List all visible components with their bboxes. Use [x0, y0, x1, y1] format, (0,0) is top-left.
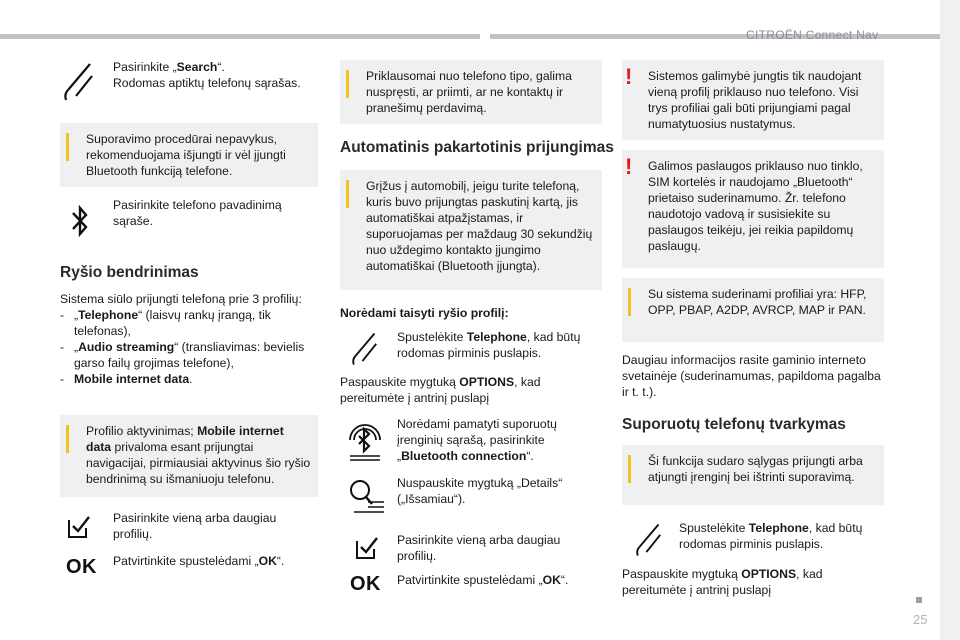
- note-accent: [66, 133, 69, 161]
- note-accent: [66, 425, 69, 453]
- confirm-text: Patvirtinkite spustelėdami „OK“.: [397, 573, 569, 587]
- header-rule-left: [0, 34, 480, 39]
- more-info-text: Daugiau informacijos rasite gaminio interneto svetainėje (suderinamumas, papildoma pagalba ir t. t.).: [622, 353, 881, 399]
- warning-icon: !: [625, 154, 633, 179]
- note-profile-activation: Profilio aktyvinimas; Mobile internet data privaloma esant prijungtai navigacijai, pirmiausiai aktyvinus šio ryšio bendrinimą su išmaniuoju telefonu.: [60, 415, 318, 497]
- tap-icon: [62, 60, 96, 104]
- search-step-text: Pasirinkite „Search“. Rodomas aptiktų telefonų sąrašas.: [113, 60, 301, 90]
- page-sidebar: [940, 0, 960, 640]
- options-text: Paspauskite mygtuką OPTIONS, kad pereitumėte į antrinį puslapį: [622, 567, 823, 597]
- brand-header: CITROËN Connect Nav: [746, 28, 879, 42]
- step-bt-text: Norėdami pamatyti suporuotų įrenginių sąrašą, pasirinkite „Bluetooth connection“.: [397, 417, 557, 463]
- step-telephone-text: Spustelėkite Telephone, kad būtų rodomas pirminis puslapis.: [679, 521, 863, 551]
- note-accent: [346, 180, 349, 208]
- details-icon: [346, 478, 386, 516]
- warning-services: ! Galimos paslaugos priklauso nuo tinklo, SIM kortelės ir naudojamo „Bluetooth“ prietaiso suderinamumo. Žr. telefono naudotojo vadovą ir susisiekite su paslaugos teikėju, jei reikia papildomų paslaugų.: [622, 150, 884, 268]
- ok-icon: OK: [66, 556, 97, 578]
- page-number: 25: [913, 612, 928, 627]
- bluetooth-list-icon: [346, 420, 384, 464]
- note-phone-type: Priklausomai nuo telefono tipo, galima nuspręsti, ar priimti, ar ne kontaktų ir pranešimų perdavimą.: [340, 60, 602, 124]
- note-accent: [346, 70, 349, 98]
- step-telephone-text: Spustelėkite Telephone, kad būtų rodomas pirminis puslapis.: [397, 330, 581, 360]
- confirm-text: Patvirtinkite spustelėdami „OK“.: [113, 554, 285, 568]
- ok-icon: OK: [350, 573, 381, 595]
- profile-list: [60, 307, 318, 387]
- tap-icon: [634, 521, 664, 559]
- note-pairing: Suporavimo procedūrai nepavykus, rekomenduojama išjungti ir vėl įjungti Bluetooth funkciją telefone.: [60, 123, 318, 187]
- checkbox-icon: [354, 535, 380, 561]
- section-title-sharing: Ryšio bendrinimas: [60, 264, 199, 281]
- sharing-intro: Sistema siūlo prijungti telefoną prie 3 profilių:: [60, 292, 302, 306]
- list-item: - „Telephone“ (laisvų rankų įrangą, tik telefonas),: [60, 307, 318, 339]
- note-compatible-profiles: Su sistema suderinami profiliai yra: HFP, OPP, PBAP, A2DP, AVRCP, MAP ir PAN.: [622, 278, 884, 342]
- bluetooth-icon: [70, 203, 90, 239]
- note-manage: Ši funkcija sudaro sąlygas prijungti arba atjungti įrenginį bei ištrinti suporavimą.: [622, 445, 884, 505]
- tap-icon: [350, 330, 380, 368]
- select-profiles-text: Pasirinkite vieną arba daugiau profilių.: [113, 511, 277, 541]
- step-details-text: Nuspauskite mygtuką „Details“ („Išsamiau“).: [397, 476, 563, 506]
- options-text: Paspauskite mygtuką OPTIONS, kad pereitumėte į antrinį puslapį: [340, 375, 541, 405]
- list-item: - Mobile internet data.: [60, 371, 318, 387]
- note-accent: [628, 455, 631, 483]
- section-title-manage: Suporuotų telefonų tvarkymas: [622, 416, 846, 433]
- subhead-edit-profile: Norėdami taisyti ryšio profilį:: [340, 306, 509, 320]
- page-marker: [916, 597, 922, 603]
- select-phone-text: Pasirinkite telefono pavadinimą sąraše.: [113, 198, 282, 228]
- section-title-reconnect: Automatinis pakartotinis prijungimas: [340, 139, 614, 156]
- note-accent: [628, 288, 631, 316]
- checkbox-icon: [66, 514, 92, 540]
- warning-icon: !: [625, 64, 633, 89]
- warning-profile-limit: ! Sistemos galimybė jungtis tik naudojant vieną profilį priklauso nuo telefono. Visi trys profiliai gali būti prijungiami pagal numatytuosius nustatymus.: [622, 60, 884, 140]
- list-item: - „Audio streaming“ (transliavimas: bevielis garso failų grojimas telefone),: [60, 339, 318, 371]
- select-profiles-text: Pasirinkite vieną arba daugiau profilių.: [397, 533, 561, 563]
- note-auto-reconnect: Grįžus į automobilį, jeigu turite telefoną, kuris buvo prijungtas paskutinį kartą, jis automatiškai atpažįstamas, ir suporuojamas per maždaug 30 sekundžių nuo uždegimo kontakto įjungimo automatiškai (Bluetooth įjungta).: [340, 170, 602, 290]
